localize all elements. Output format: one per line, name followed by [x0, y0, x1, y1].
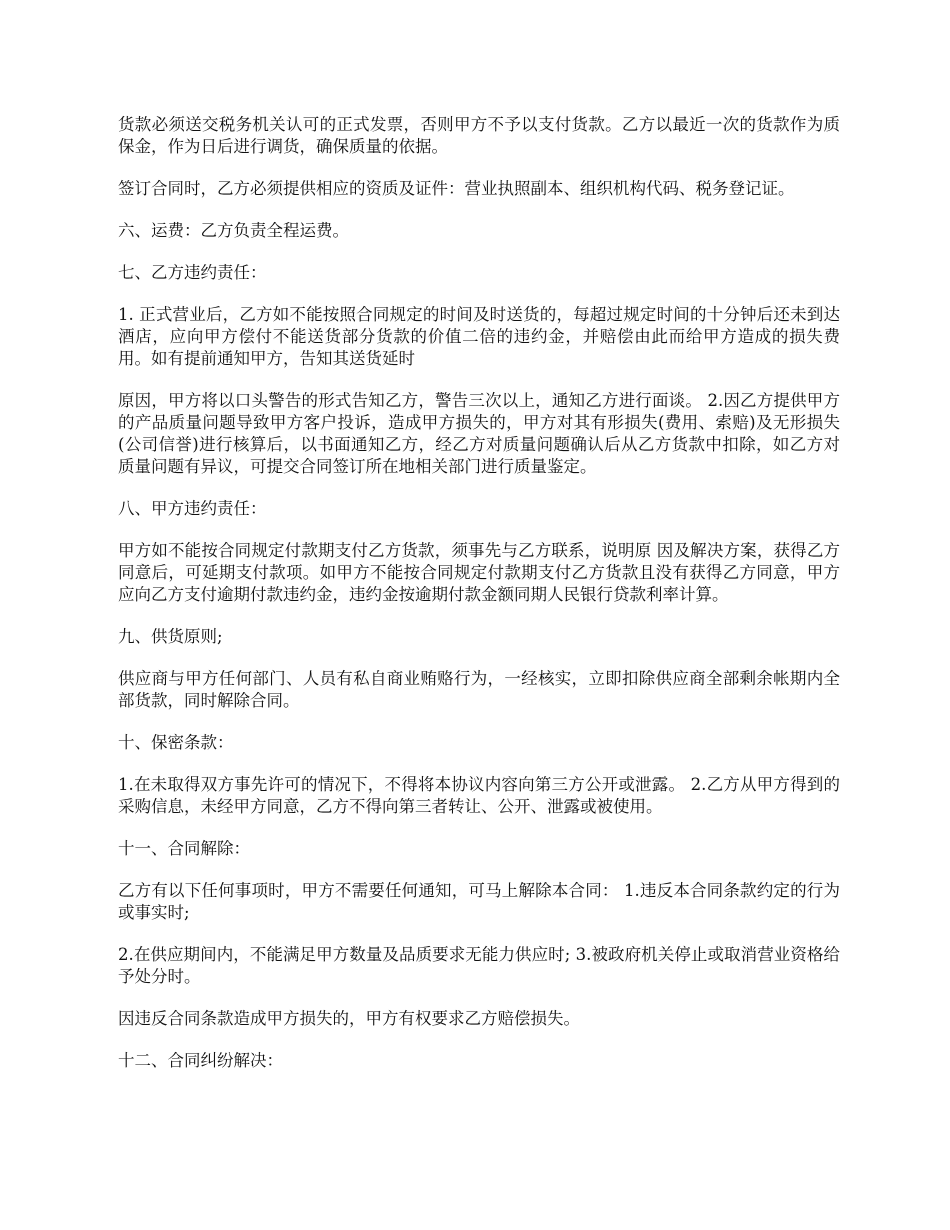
section-heading-party-a-liability: 八、甲方违约责任：: [118, 499, 267, 518]
paragraph-bribery: 供应商与甲方任何部门、人员有私自商业贿赂行为，一经核实，立即扣除供应商全部剩余帐期内全部货款，同时解除合同。: [118, 669, 840, 710]
section-heading-supply-principle: 九、供货原则;: [118, 627, 223, 646]
paragraph-qualification: 签订合同时，乙方必须提供相应的资质及证件：营业执照副本、组织机构代码、税务登记证。: [118, 179, 795, 198]
section-heading-termination: 十一、合同解除：: [118, 839, 250, 858]
paragraph-delivery-delay: 1. 正式营业后，乙方如不能按照合同规定的时间及时送货的，每超过规定时间的十分钟后还未到达酒店，应向甲方偿付不能送货部分货款的价值二倍的违约金，并赔偿由此而给甲方造成的损失费用。如有提前通知甲方，告知其送货延时: [118, 305, 840, 368]
document-body: [118, 114, 840, 1092]
section-heading-dispute-resolution: 十二、合同纠纷解决：: [118, 1051, 283, 1070]
section-heading-confidentiality: 十、保密条款：: [118, 733, 234, 752]
paragraph-termination-supply: 2.在供应期间内，不能满足甲方数量及品质要求无能力供应时; 3.被政府机关停止或取消营业资格给予处分时。: [118, 945, 840, 986]
paragraph-quality-issue: 原因，甲方将以口头警告的形式告知乙方，警告三次以上，通知乙方进行面谈。 2.因乙方提供甲方的产品质量问题导致甲方客户投诉，造成甲方损失的，甲方对其有形损失(费用、索赔)及无形损失(公司信誉)进行核算后，以书面通知乙方，经乙方对质量问题确认后从乙方货款中扣除，如乙方对质量问题有异议，可提交合同签订所在地相关部门进行质量鉴定。: [118, 391, 840, 476]
paragraph-confidentiality: 1.在未取得双方事先许可的情况下，不得将本协议内容向第三方公开或泄露。 2.乙方从甲方得到的采购信息，未经甲方同意，乙方不得向第三者转让、公开、泄露或被使用。: [118, 775, 840, 816]
paragraph-compensation: 因违反合同条款造成甲方损失的，甲方有权要求乙方赔偿损失。: [118, 1009, 580, 1028]
paragraph-termination-conditions: 乙方有以下任何事项时，甲方不需要任何通知，可马上解除本合同： 1.违反本合同条款约定的行为或事实时;: [118, 881, 840, 922]
section-heading-freight: 六、运费：乙方负责全程运费。: [118, 221, 349, 240]
paragraph-payment-invoice: 货款必须送交税务机关认可的正式发票，否则甲方不予以支付货款。乙方以最近一次的货款作为质保金，作为日后进行调货，确保质量的依据。: [118, 115, 840, 156]
paragraph-late-payment: 甲方如不能按合同规定付款期支付乙方货款，须事先与乙方联系，说明原 因及解决方案，获得乙方同意后，可延期支付款项。如甲方不能按合同规定付款期支付乙方货款且没有获得乙方同意，甲方应向乙方支付逾期付款违约金，违约金按逾期付款金额同期人民银行贷款利率计算。: [118, 541, 840, 604]
section-heading-party-b-liability: 七、乙方违约责任：: [118, 263, 267, 282]
